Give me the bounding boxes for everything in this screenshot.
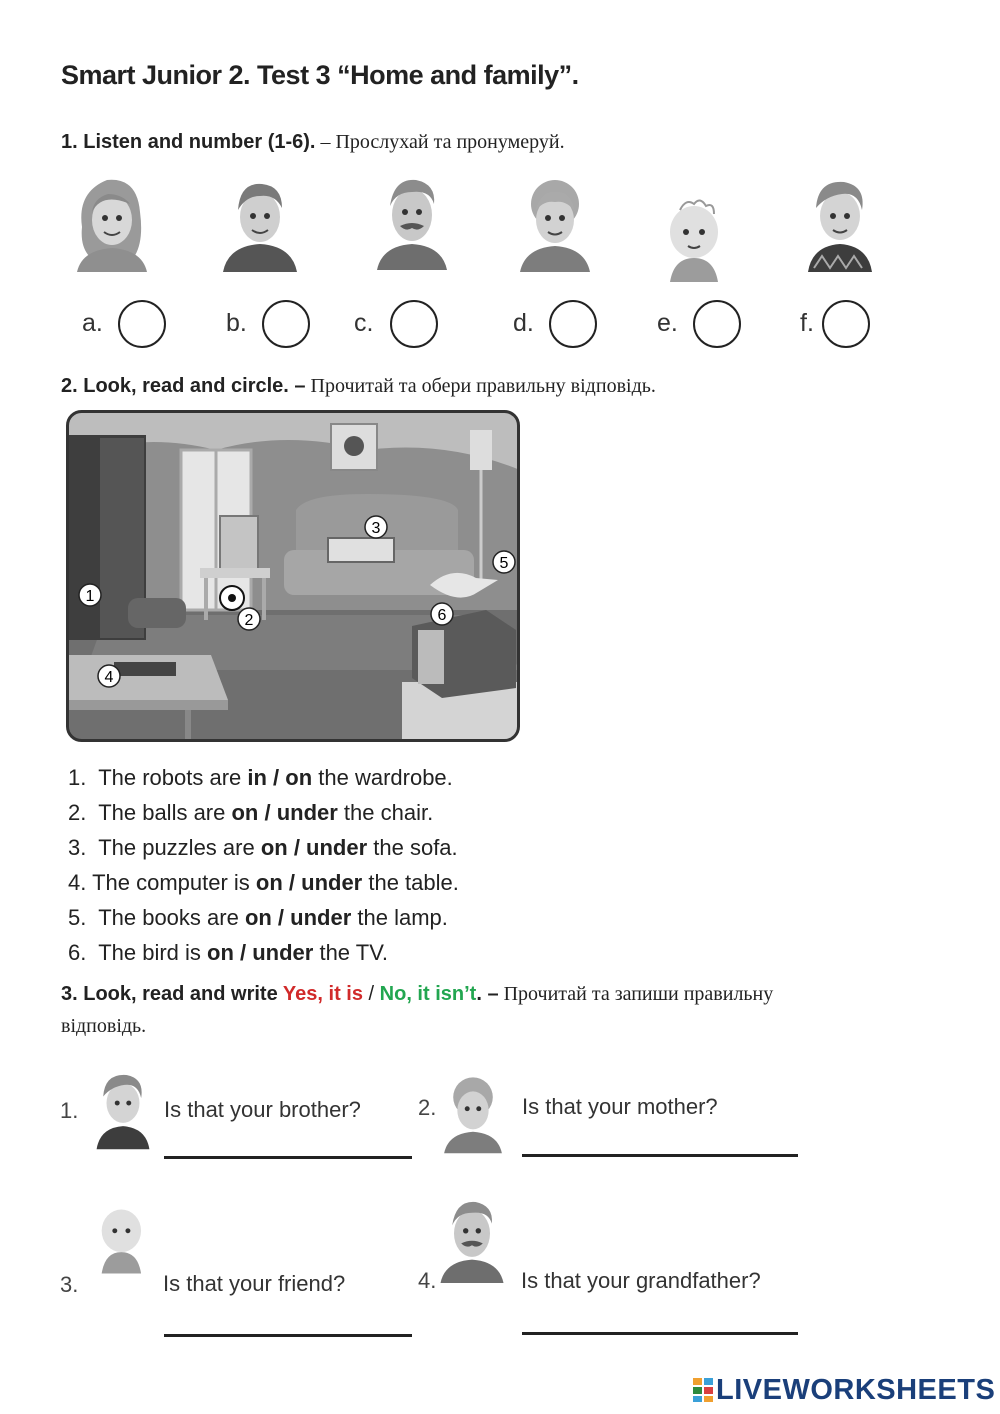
question-4-answer-input[interactable]: [522, 1304, 798, 1335]
task1-instruction: – Прослухай та пронумеруй.: [315, 131, 565, 153]
task3-heading-text: 3. Look, read and write: [61, 983, 283, 1005]
sentence-6-choice[interactable]: on / under: [207, 940, 314, 965]
question-2-text: Is that your mother?: [522, 1094, 718, 1119]
letter-a: a.: [82, 309, 103, 337]
sentence-4-number: 4.: [68, 870, 87, 895]
sentence-6-start: The bird is: [98, 940, 208, 965]
father-portrait-image: [220, 172, 300, 272]
sentence-4-start: The computer is: [92, 870, 256, 895]
question-3-text: Is that your friend?: [163, 1271, 346, 1296]
task1-heading: [61, 131, 565, 154]
grandfather-question-image: [436, 1190, 508, 1286]
question-1-text: Is that your brother?: [164, 1097, 361, 1122]
girl-portrait-image: [72, 172, 152, 272]
sentence-1-number: 1.: [68, 765, 87, 790]
question-3-answer-input[interactable]: [164, 1306, 412, 1337]
sentence-3-number: 3.: [68, 835, 87, 860]
task2-heading-text: 2. Look, read and circle. –: [61, 375, 306, 397]
sentence-6-number: 6.: [68, 940, 87, 965]
letter-d: d.: [513, 309, 534, 337]
sentence-3: [68, 835, 458, 861]
question-2-answer-input[interactable]: [522, 1126, 798, 1157]
sentence-4-end: the table.: [362, 870, 459, 895]
sentence-5: [68, 905, 448, 931]
no-answer-label: No, it isn’t: [379, 983, 477, 1005]
sentence-5-start: The books are: [98, 905, 245, 930]
sentence-3-start: The puzzles are: [98, 835, 261, 860]
friend-question-image: [90, 1198, 156, 1280]
sentence-5-end: the lamp.: [351, 905, 448, 930]
question-4-number: 4.: [418, 1268, 437, 1293]
brother-portrait-image: [800, 172, 880, 272]
question-1-answer-input[interactable]: [164, 1128, 412, 1159]
sentence-2-start: The balls are: [98, 800, 232, 825]
letter-c: c.: [354, 309, 374, 337]
answer-circle-f[interactable]: [822, 300, 870, 348]
sentence-2-end: the chair.: [337, 800, 434, 825]
worksheet-title: Smart Junior 2. Test 3 “Home and family”.: [61, 60, 579, 90]
task3-dash: . –: [476, 983, 499, 1005]
scene-label-3: 3: [371, 520, 381, 537]
scene-label-2: 2: [244, 612, 254, 629]
sentence-1-end: the wardrobe.: [312, 765, 453, 790]
sentence-3-choice[interactable]: on / under: [260, 835, 368, 860]
scene-label-5: 5: [499, 555, 509, 572]
sentence-2-choice[interactable]: on / under: [231, 800, 338, 825]
liveworksheets-logo-icon: [693, 1378, 713, 1402]
sentence-6: [68, 940, 388, 966]
scene-label-6: 6: [437, 607, 447, 624]
task3-instruction: Прочитай та запиши правильну: [498, 983, 774, 1005]
scene-label-1: 1: [85, 588, 95, 605]
letter-f: f.: [800, 309, 814, 337]
task2-heading: [61, 375, 656, 398]
answer-circle-c[interactable]: [390, 300, 438, 348]
sentence-6-end: the TV.: [313, 940, 388, 965]
task1-heading-text: 1. Listen and number (1-6).: [61, 131, 316, 153]
mother-question-image: [440, 1068, 506, 1156]
task3-instruction-line2: відповідь.: [61, 1015, 147, 1037]
answer-circle-a[interactable]: [118, 300, 166, 348]
sentence-2: [68, 800, 433, 826]
liveworksheets-logo-text: LIVEWORKSHEETS: [716, 1374, 996, 1406]
letter-b: b.: [226, 309, 247, 337]
sentence-4: [68, 870, 459, 896]
sentence-5-choice[interactable]: on / under: [244, 905, 352, 930]
answer-circle-e[interactable]: [693, 300, 741, 348]
sentence-2-number: 2.: [68, 800, 87, 825]
sentence-3-end: the sofa.: [367, 835, 458, 860]
task3-slash: /: [362, 983, 380, 1005]
sentence-1-start: The robots are: [98, 765, 248, 790]
answer-circle-d[interactable]: [549, 300, 597, 348]
yes-answer-label: Yes, it is: [282, 983, 363, 1005]
question-4-text: Is that your grandfather?: [521, 1268, 761, 1293]
grandfather-portrait-image: [372, 170, 452, 270]
question-2-number: 2.: [418, 1095, 437, 1120]
task2-instruction: Прочитай та обери правильну відповідь.: [305, 375, 656, 397]
brother-question-image: [90, 1064, 156, 1152]
sentence-1-choice[interactable]: in / on: [247, 765, 313, 790]
scene-label-4: 4: [104, 669, 114, 686]
answer-circle-b[interactable]: [262, 300, 310, 348]
letter-e: e.: [657, 309, 678, 337]
task3-heading: [61, 983, 773, 1006]
sentence-1: [68, 765, 453, 791]
grandmother-portrait-image: [515, 172, 595, 272]
sentence-5-number: 5.: [68, 905, 87, 930]
sentence-4-choice[interactable]: on / under: [255, 870, 363, 895]
baby-portrait-image: [656, 192, 736, 292]
question-3-number: 3.: [60, 1272, 79, 1297]
question-1-number: 1.: [60, 1098, 79, 1123]
living-room-scene-image: [66, 410, 520, 742]
